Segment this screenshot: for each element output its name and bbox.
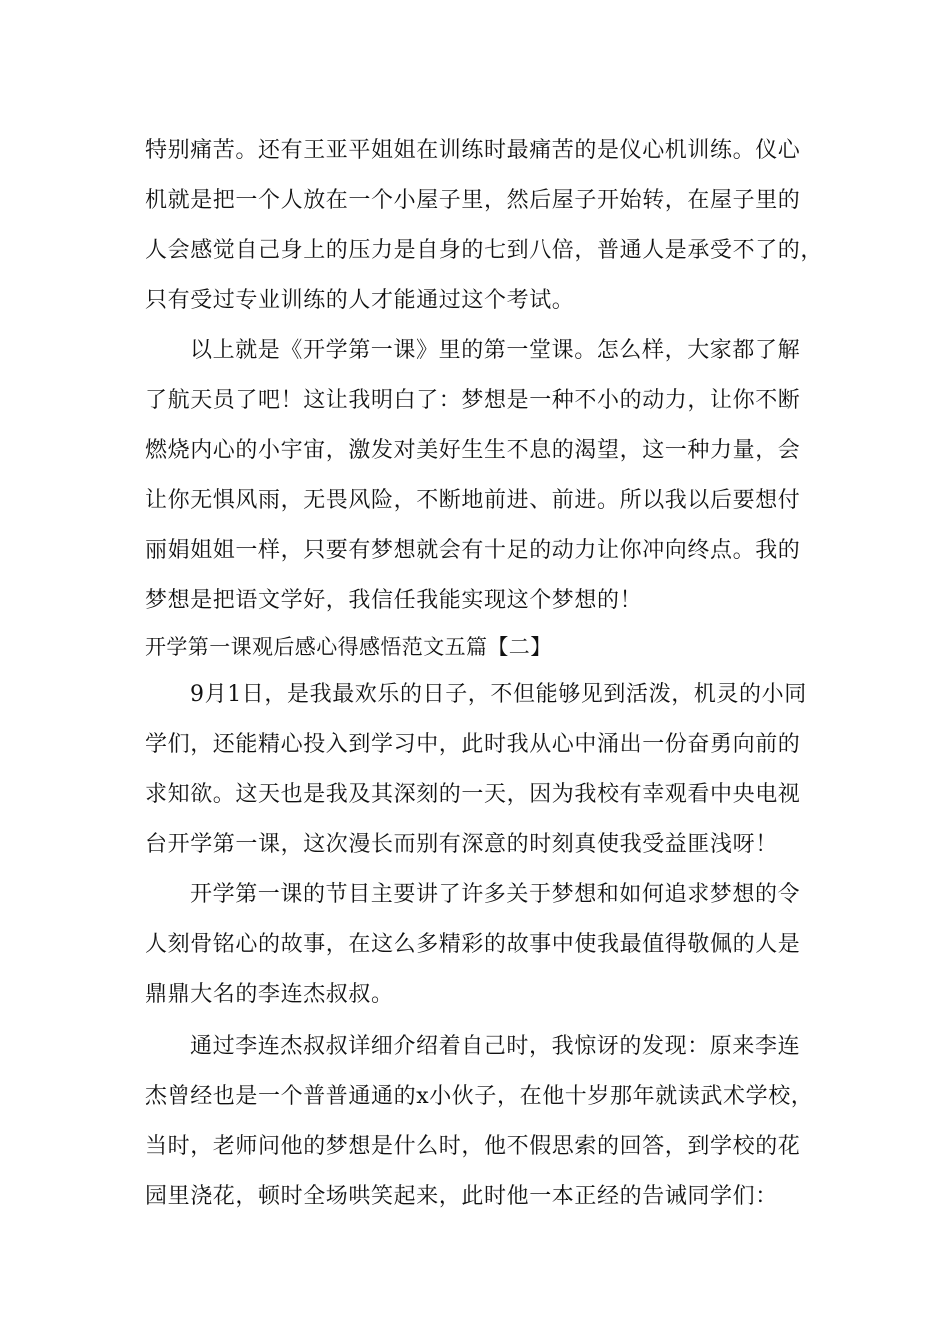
text-line: 当时，老师问他的梦想是什么时，他不假思索的回答，到学校的花 xyxy=(145,1134,801,1159)
paragraph-first-line: 以上就是《开学第一课》里的第一堂课。怎么样，大家都了解 xyxy=(190,338,801,363)
text-line: 人会感觉自己身上的压力是自身的七到八倍，普通人是承受不了的， xyxy=(145,238,824,263)
text-line: 学们，还能精心投入到学习中，此时我从心中涌出一份奋勇向前的 xyxy=(145,732,801,757)
text-line: 台开学第一课，这次漫长而别有深意的时刻真使我受益匪浅呀！ xyxy=(145,832,778,857)
text-line: 燃烧内心的小宇宙，激发对美好生生不息的渴望，这一种力量，会 xyxy=(145,438,801,463)
text-line: 特别痛苦。还有王亚平姐姐在训练时最痛苦的是仪心机训练。仪心 xyxy=(145,138,801,163)
text-line: 人刻骨铭心的故事，在这么多精彩的故事中使我最值得敬佩的人是 xyxy=(145,932,801,957)
text-line: 只有受过专业训练的人才能通过这个考试。 xyxy=(145,288,575,313)
text-line: 了航天员了吧！这让我明白了：梦想是一种不小的动力，让你不断 xyxy=(145,388,801,413)
section-heading: 开学第一课观后感心得感悟范文五篇【二】 xyxy=(145,635,552,659)
text-line: 让你无惧风雨，无畏风险，不断地前进、前进。所以我以后要想付 xyxy=(145,488,801,513)
paragraph-first-line: 开学第一课的节目主要讲了许多关于梦想和如何追求梦想的令 xyxy=(190,882,801,907)
text-line: 园里浇花，顿时全场哄笑起来，此时他一本正经的告诫同学们： xyxy=(145,1184,778,1209)
text-line: 机就是把一个人放在一个小屋子里，然后屋子开始转，在屋子里的 xyxy=(145,188,801,213)
text-line: 杰曾经也是一个普普通通的x小伙子，在他十岁那年就读武术学校， xyxy=(145,1084,814,1109)
text-line: 梦想是把语文学好，我信任我能实现这个梦想的！ xyxy=(145,588,643,613)
paragraph-first-line: 9月1日，是我最欢乐的日子，不但能够见到活泼，机灵的小同 xyxy=(190,682,807,707)
text-line: 丽娟姐姐一样，只要有梦想就会有十足的动力让你冲向终点。我的 xyxy=(145,538,801,563)
text-line: 求知欲。这天也是我及其深刻的一天，因为我校有幸观看中央电视 xyxy=(145,782,801,807)
text-line: 鼎鼎大名的李连杰叔叔。 xyxy=(145,982,394,1007)
paragraph-first-line: 通过李连杰叔叔详细介绍着自己时，我惊讶的发现：原来李连 xyxy=(190,1034,801,1059)
